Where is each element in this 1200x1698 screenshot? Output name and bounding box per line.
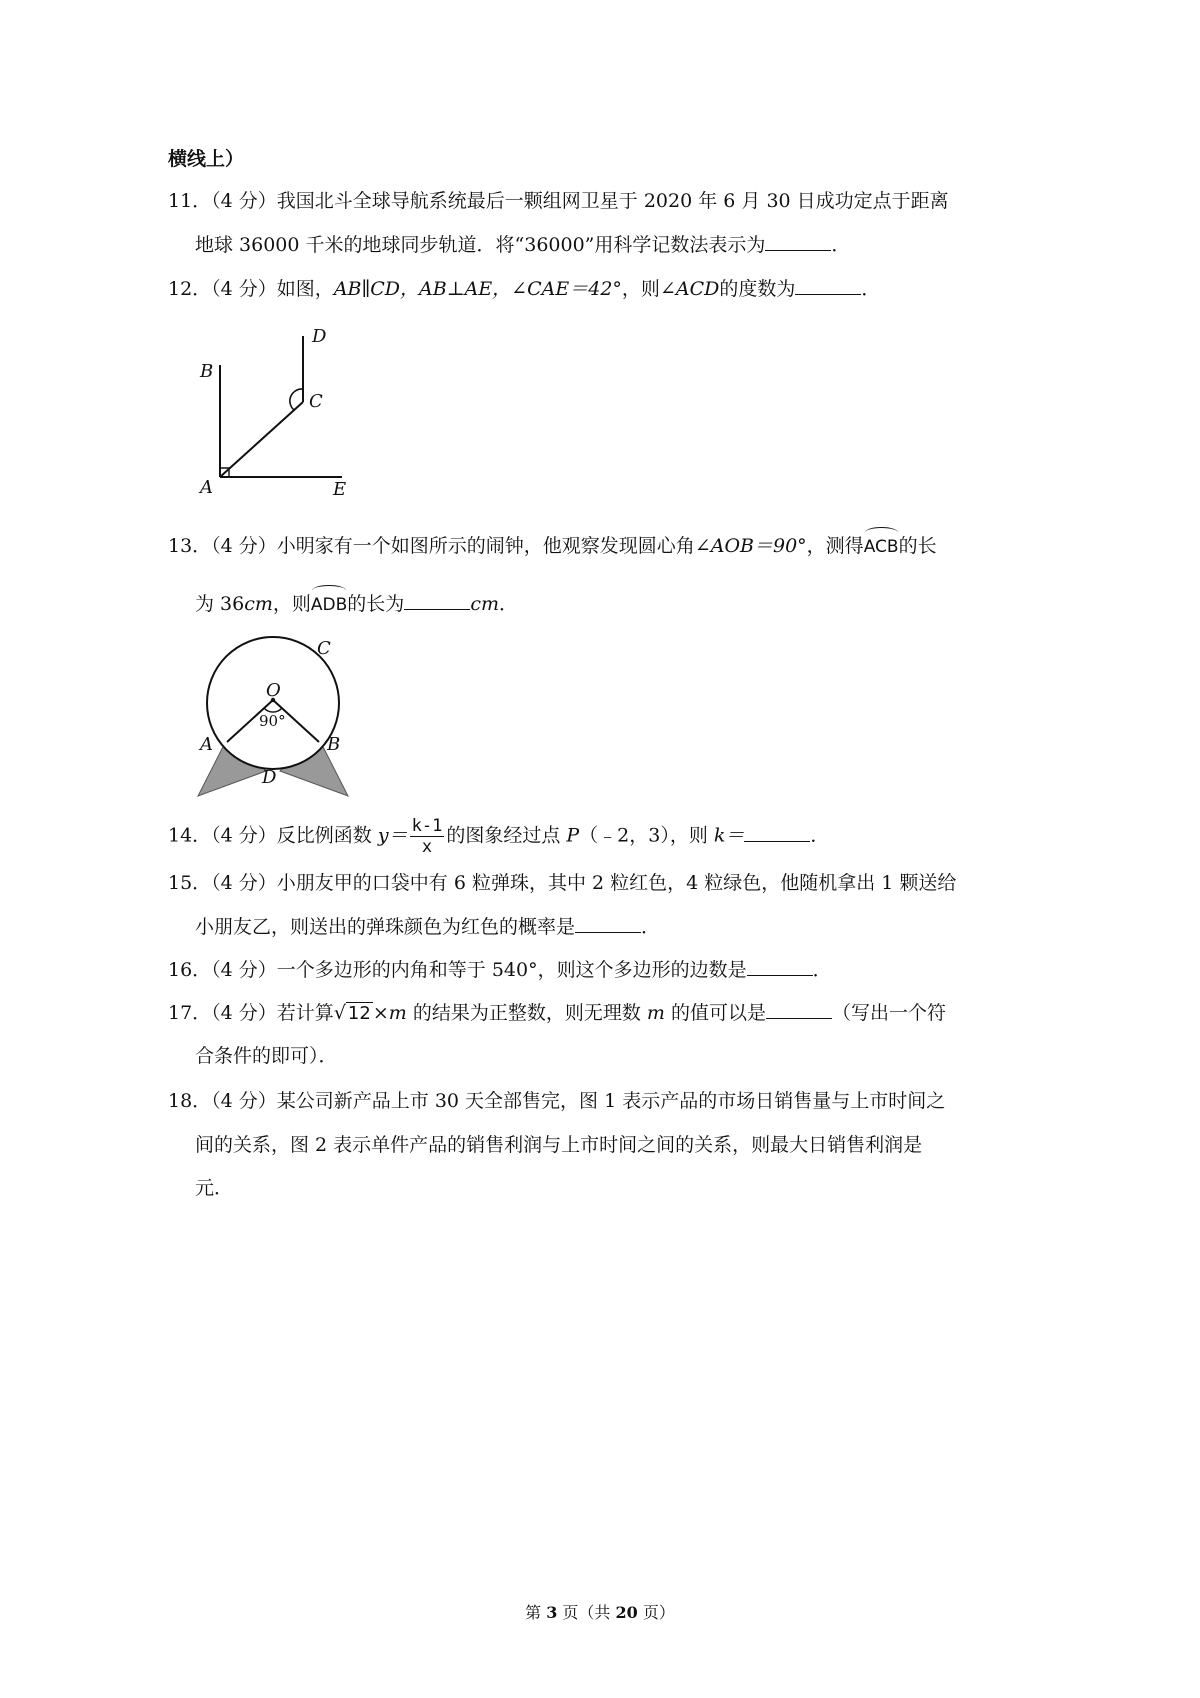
- q12-suffix: 的度数为: [719, 278, 796, 300]
- label-b: B: [200, 361, 214, 382]
- q17-sqrt: √ 12: [333, 1002, 371, 1024]
- q15-end: ．: [641, 916, 661, 938]
- q13-line2-prefix: 为 36: [195, 593, 245, 615]
- q12-prefix: 12．（4 分）如图，: [168, 278, 334, 300]
- q14-answer-blank: [744, 823, 810, 842]
- q14-denominator: x: [421, 837, 433, 857]
- footer-post: 页）: [637, 1603, 675, 1622]
- q13-prefix: 13．（4 分）小明家有一个如图所示的闹钟，他观察发现圆心角: [168, 535, 695, 557]
- q11-line2: [195, 232, 850, 258]
- q13-angle: ∠AOB＝90°: [694, 535, 807, 557]
- q14-end: ．: [810, 824, 830, 847]
- q14-fraction: [410, 816, 445, 857]
- section-header: 横线上）: [168, 148, 245, 170]
- q12-condition: AB∥CD，AB⊥AE，∠CAE＝42°: [333, 278, 622, 300]
- q17-times: ×: [372, 1002, 389, 1024]
- label-c: C: [309, 391, 323, 412]
- footer-total-pages: 20: [615, 1603, 638, 1622]
- q15-answer-blank: [575, 914, 641, 933]
- label-a: A: [200, 734, 213, 755]
- q12-end: ．: [861, 278, 881, 300]
- q14-line1: [168, 816, 829, 857]
- q11-answer-blank: [765, 232, 831, 251]
- label-b: B: [327, 734, 341, 755]
- line-ac: [220, 402, 303, 477]
- q15-line2: [195, 914, 660, 940]
- q17-mid: 的结果为正整数，则无理数: [406, 1002, 647, 1024]
- q17-m2: m: [646, 1002, 665, 1024]
- q14-numerator: k-1: [411, 816, 443, 836]
- q13-mid: ，测得: [806, 535, 864, 557]
- q13-end: ．: [498, 593, 518, 615]
- q13-arc-adb: ADB: [311, 590, 347, 618]
- q15-line1: 15．（4 分）小朋友甲的口袋中有 6 粒弹珠，其中 2 粒红色，4 粒绿色，他随机拿出 1 颗送给: [168, 872, 957, 894]
- q17-prefix: 17．（4 分）若计算: [168, 1002, 334, 1024]
- q14-coords: （﹣2，3），则: [579, 824, 714, 847]
- q15-text: 小朋友乙，则送出的弹珠颜色为红色的概率是: [195, 916, 576, 938]
- footer-pre: 第: [525, 1603, 547, 1622]
- footer-mid: 页（共: [557, 1603, 616, 1622]
- q13-unit-end: cm: [470, 593, 499, 615]
- label-o: O: [266, 680, 281, 701]
- q17-m: m: [388, 1002, 407, 1024]
- q14-mid: 的图象经过点: [446, 824, 567, 847]
- q17-answer-blank: [766, 1000, 832, 1019]
- q16-line1: [168, 957, 832, 983]
- q17-tail: （写出一个符: [831, 1002, 946, 1024]
- q16-text: 16．（4 分）一个多边形的内角和等于 540°，则这个多边形的边数是: [168, 959, 747, 981]
- q13-unit: cm: [244, 593, 273, 615]
- q14-point: P: [566, 824, 580, 847]
- q12-figure: [190, 318, 360, 503]
- q13-suffix: 的长: [898, 535, 937, 557]
- footer-page-number: 3: [546, 1603, 558, 1622]
- q12-answer-blank: [795, 276, 861, 295]
- q14-y: y＝: [377, 824, 408, 847]
- q13-line2-suffix: 的长为: [347, 593, 405, 615]
- q13-line1: [168, 532, 937, 560]
- q13-answer-blank: [404, 591, 470, 610]
- q14-k: k＝: [713, 824, 745, 847]
- q12-line1: [168, 276, 880, 302]
- q12-mid: ，则: [621, 278, 660, 300]
- label-90-degrees: 90°: [259, 712, 286, 730]
- q13-clock-figure: [192, 630, 362, 800]
- q17-radicand: 12: [347, 1003, 371, 1024]
- q16-end: ．: [812, 959, 832, 981]
- label-c: C: [317, 638, 331, 659]
- q17-line2: 合条件的即可）．: [195, 1045, 338, 1067]
- label-e: E: [333, 479, 347, 500]
- page-footer: [0, 1600, 1200, 1623]
- q11-text: 地球 36000 千米的地球同步轨道．将“36000”用科学记数法表示为: [195, 234, 766, 256]
- q17-line1: [168, 1000, 946, 1027]
- q13-line2-mid: ，则: [272, 593, 311, 615]
- q13-arc-acb: ACB: [864, 532, 899, 560]
- q16-answer-blank: [747, 957, 813, 976]
- q17-suffix: 的值可以是: [664, 1002, 766, 1024]
- label-d: D: [262, 767, 277, 788]
- q14-prefix: 14．（4 分）反比例函数: [168, 824, 378, 847]
- q18-line2: 间的关系，图 2 表示单件产品的销售利润与上市时间之间的关系，则最大日销售利润是: [195, 1134, 923, 1156]
- label-a: A: [200, 477, 213, 498]
- q11-line1: 11．（4 分）我国北斗全球导航系统最后一颗组网卫星于 2020 年 6 月 30 日成功定点于距离: [168, 190, 949, 212]
- q11-end: ．: [831, 234, 851, 256]
- q18-line1: 18．（4 分）某公司新产品上市 30 天全部售完，图 1 表示产品的市场日销售量与上市时间之: [168, 1090, 946, 1112]
- q12-angle: ∠ACD: [659, 278, 720, 300]
- label-d: D: [312, 326, 327, 347]
- q13-line2: [195, 590, 518, 618]
- q18-line3: 元．: [195, 1177, 234, 1199]
